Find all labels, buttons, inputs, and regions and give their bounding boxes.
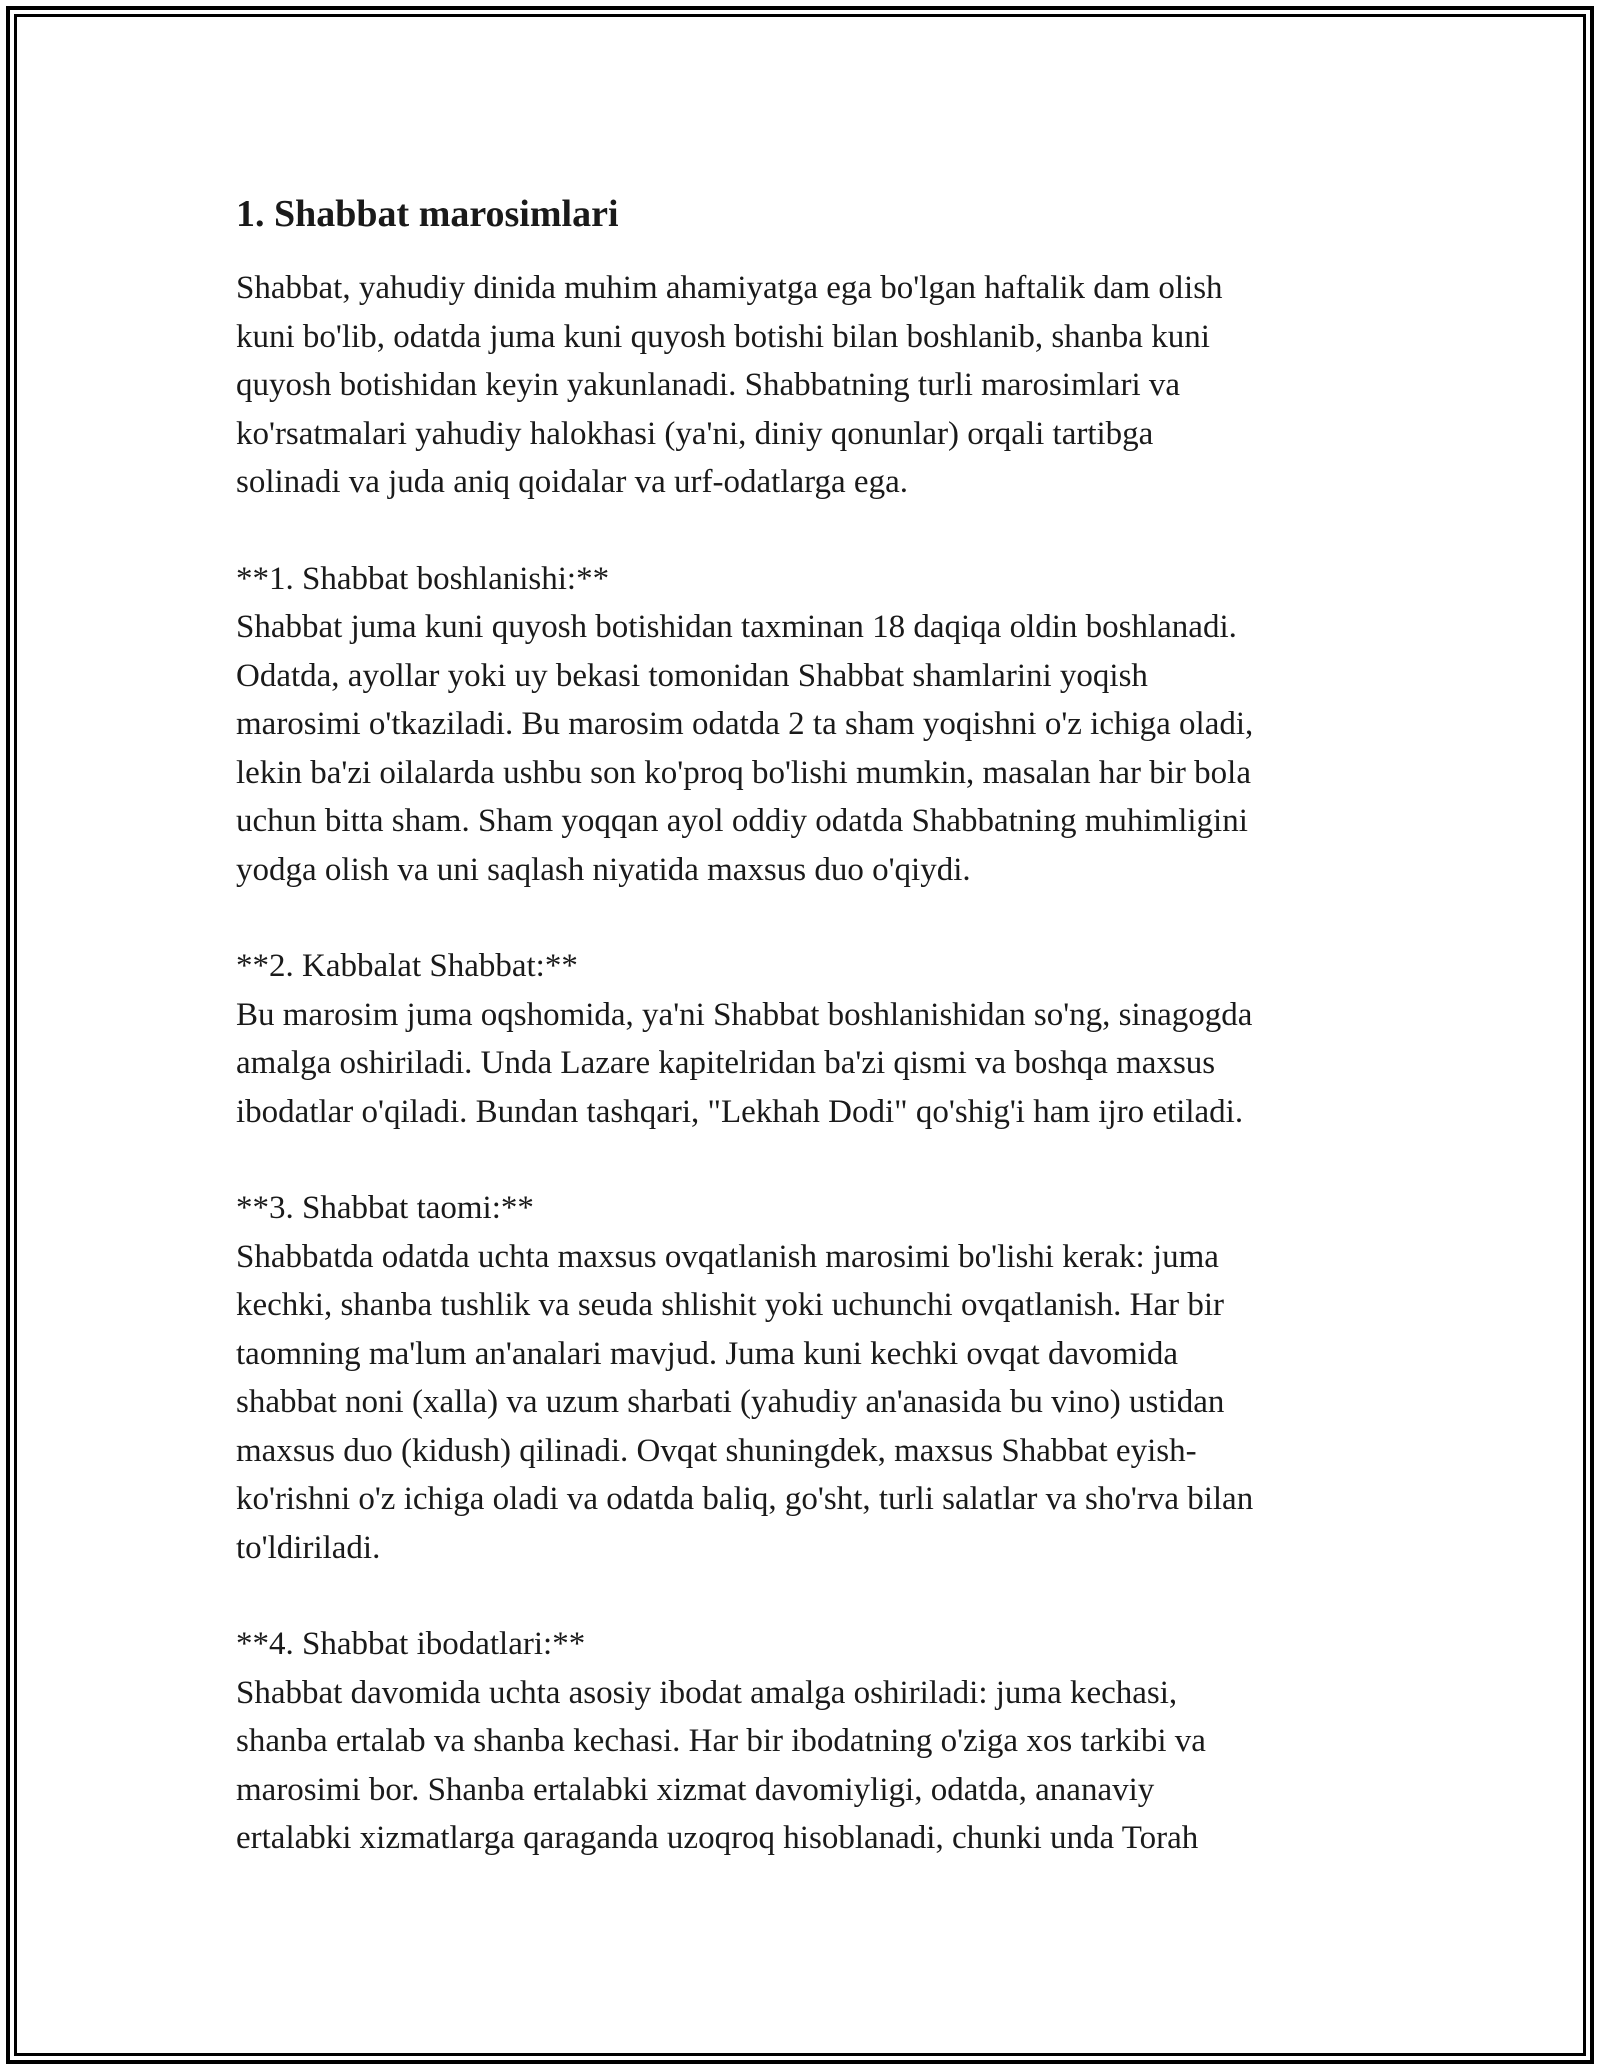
section-paragraph: Shabbat juma kuni quyosh botishidan taxminan 18 daqiqa oldin boshlanadi. Odatda, ayollar yoki uy bekasi tomonidan Shabbat shamlarini yoqish marosimi o'tkaziladi. Bu marosim odatda 2 ta sham yoqishni o'z ichiga oladi, lekin ba'zi oilalarda ushbu son ko'proq bo'lishi mumkin, masalan har bir bola uchun bitta sham. Sham yoqqan ayol oddiy odatda Shabbatning muhimligini yodga olish va uni saqlash niyatida maxsus duo o'qiydi. — [236, 609, 1254, 888]
section-2 — [236, 942, 1376, 1136]
section-paragraph: Shabbatda odatda uchta maxsus ovqatlanish marosimi bo'lishi kerak: juma kechki, shanba tushlik va seuda shlishit yoki uchunchi ovqatlanish. Har bir taomning ma'lum an'analari mavjud. Juma kuni kechki ovqat davomida shabbat noni (xalla) va uzum sharbati (yahudiy an'anasida bu vino) ustidan maxsus duo (kidush) qilinadi. Ovqat shuningdek, maxsus Shabbat eyish- ko'rishni o'z ichiga oladi va odatda baliq, go'sht, turli salatlar va sho'rva bilan to'ldiriladi. — [236, 1238, 1254, 1566]
document-body — [236, 186, 1376, 1911]
intro-paragraph: Shabbat, yahudiy dinida muhim ahamiyatga ega bo'lgan haftalik dam olish kuni bo'lib, odatda juma kuni quyosh botishi bilan boshlanib, shanba kuni quyosh botishidan keyin yakunlanadi. Shabbatning turli marosimlari va ko'rsatmalari yahudiy halokhasi (ya'ni, diniy qonunlar) orqali tartibga solinadi va juda aniq qoidalar va urf-odatlarga ega. — [236, 270, 1223, 500]
section-title: **1. Shabbat boshlanishi:** — [236, 560, 610, 597]
section-title: **2. Kabbalat Shabbat:** — [236, 948, 578, 984]
section-paragraph: Bu marosim juma oqshomida, ya'ni Shabbat boshlanishidan so'ng, sinagogda amalga oshiriladi. Unda Lazare kapitelridan ba'zi qismi va boshqa maxsus ibodatlar o'qiladi. Bundan tashqari, "Lekhah Dodi" qo'shig'i ham ijro etiladi. — [236, 996, 1253, 1130]
section-3 — [236, 1184, 1376, 1572]
section-1 — [236, 555, 1376, 895]
page-title: 1. Shabbat marosimlari — [236, 193, 619, 235]
section-4 — [236, 1620, 1376, 1863]
section-paragraph: Shabbat davomida uchta asosiy ibodat amalga oshiriladi: juma kechasi, shanba ertalab va shanba kechasi. Har bir ibodatning o'ziga xos tarkibi va marosimi bor. Shanba ertalabki xizmat davomiyligi, odatda, ananaviy ertalabki xizmatlarga qaraganda uzoqroq hisoblanadi, chunki unda Torah — [236, 1674, 1206, 1856]
section-title: **3. Shabbat taomi:** — [236, 1190, 534, 1226]
section-title: **4. Shabbat ibodatlari:** — [236, 1626, 586, 1662]
